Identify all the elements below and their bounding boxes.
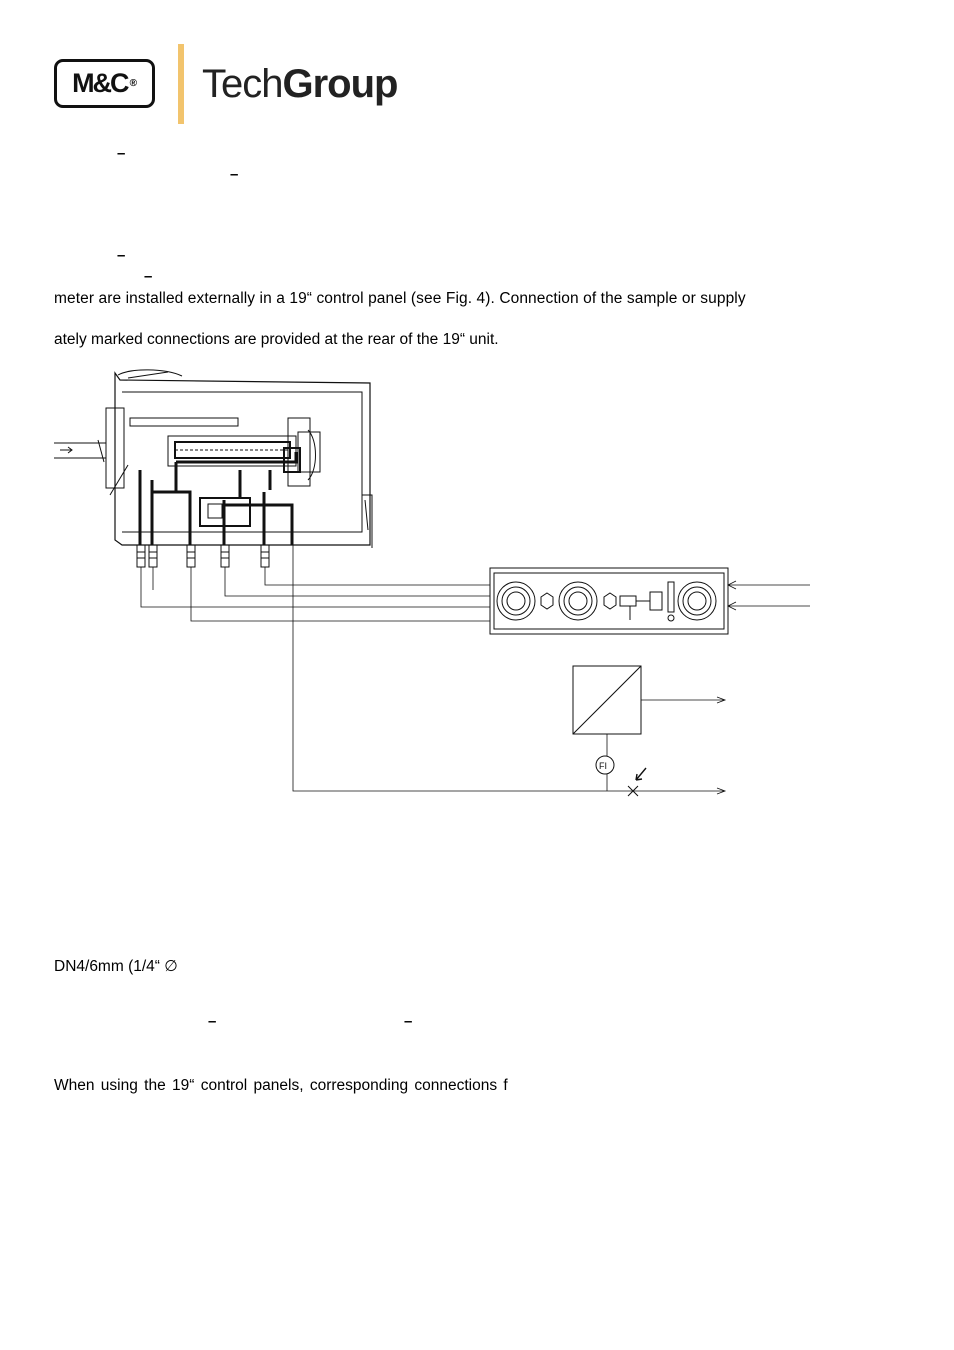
connection-fittings [137, 545, 269, 567]
body-text-line-4: When using the 19“ control panels, corresponding connections f [54, 1077, 508, 1094]
panel-inputs [728, 581, 810, 610]
fi-label: FI [599, 761, 607, 771]
inlet-pipe [54, 440, 128, 495]
analyzer-box [573, 666, 725, 756]
panel-connection-lines [141, 545, 608, 791]
dash-1: – [117, 145, 126, 162]
sample-gas-cooler-diagram [54, 368, 814, 808]
techgroup-wordmark [202, 62, 397, 107]
body-text-line-1: meter are installed externally in a 19“ control panel (see Fig. 4). Connection of the sample or supply [54, 290, 746, 307]
dash-5: – [208, 1013, 217, 1030]
cooler-housing [106, 370, 372, 548]
logo-registered: ® [129, 78, 137, 89]
control-panel-19-inch [490, 568, 728, 634]
brand-tech: Tech [202, 62, 283, 106]
logo-mark: M&C [72, 68, 128, 98]
dash-6: – [404, 1013, 413, 1030]
needle-valve [608, 768, 725, 796]
dash-2: – [230, 166, 239, 183]
dash-3: – [117, 247, 126, 264]
brand-group: Group [282, 62, 398, 106]
body-text-line-2: ately marked connections are provided at the rear of the 19“ unit. [54, 331, 499, 348]
logo-divider [178, 44, 184, 124]
body-text-line-3: DN4/6mm (1/4“ ∅ [54, 958, 178, 975]
dash-4: – [144, 268, 153, 285]
mc-logo [54, 59, 155, 108]
